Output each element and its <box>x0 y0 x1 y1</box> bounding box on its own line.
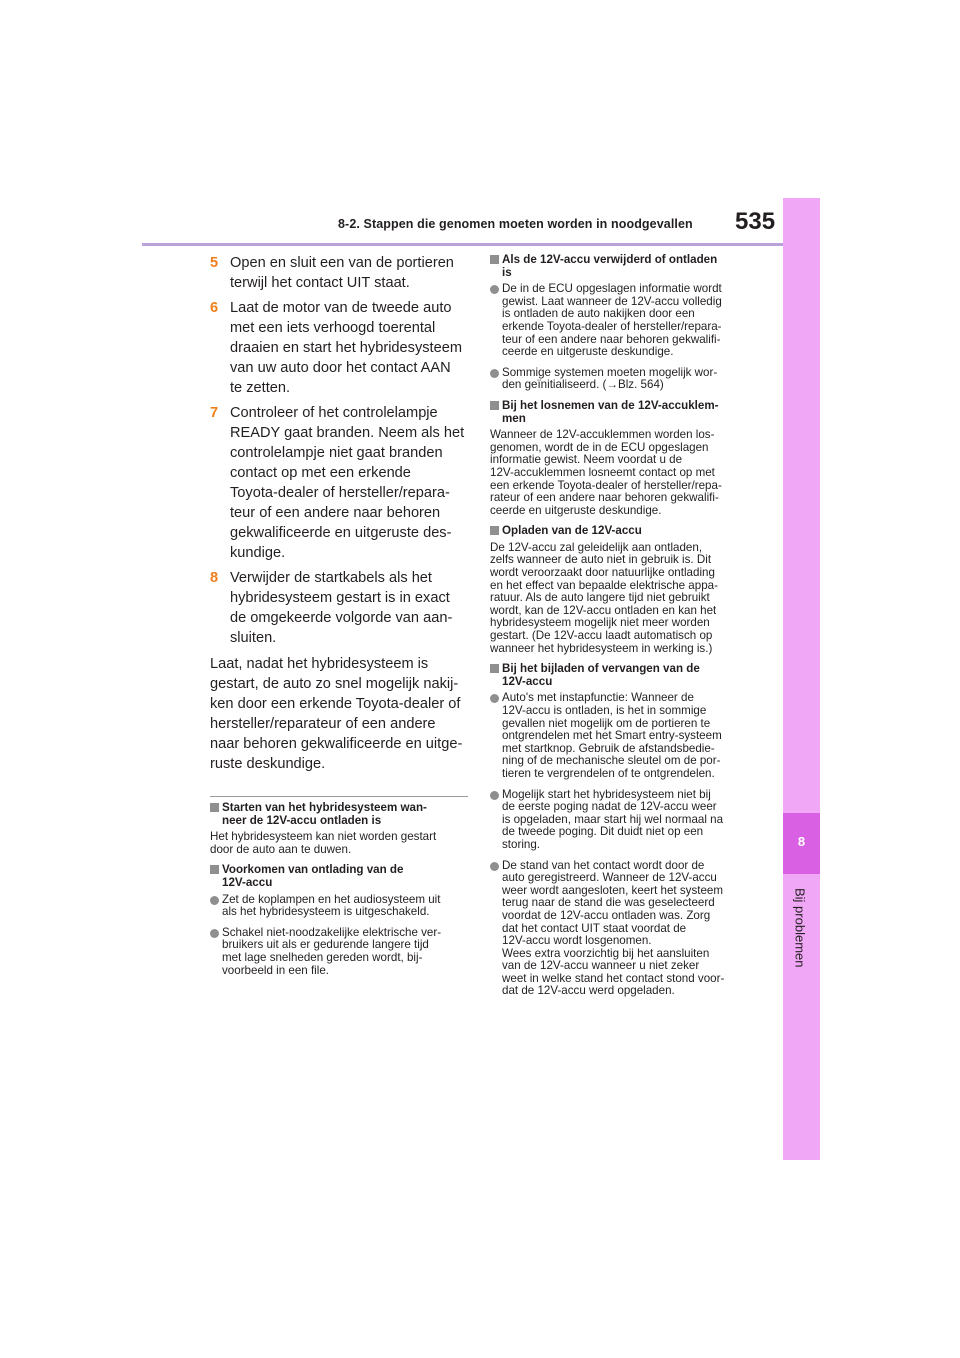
square-bullet-icon <box>210 803 219 812</box>
square-bullet-icon <box>490 255 499 264</box>
step-line: hybridesysteem gestart is in exact <box>230 590 450 606</box>
circle-bullet-icon <box>490 285 499 294</box>
step-8 <box>210 568 468 648</box>
step-line: met een iets verhoogd toerental <box>230 320 436 336</box>
circle-bullet-icon <box>210 929 219 938</box>
step-line: Controleer of het controlelampje <box>230 405 438 421</box>
section-title: 8-2. Stappen die genomen moeten worden in noodgevallen <box>338 217 693 231</box>
step-5 <box>210 253 468 293</box>
step-number: 6 <box>210 300 219 316</box>
step-line: Laat de motor van de tweede auto <box>230 300 452 316</box>
step-line: gekwalificeerde en uitgeruste des- <box>230 525 452 541</box>
step-line: Open en sluit een van de portieren <box>230 255 454 271</box>
paragraph-line: ken door een erkende Toyota-dealer of <box>210 696 461 712</box>
step-line: controlelampje niet gaat branden <box>230 445 443 461</box>
left-column <box>210 253 468 985</box>
note-heading: Als de 12V-accu verwijderd of ontladen is <box>490 254 756 279</box>
step-line: van uw auto door het contact AAN <box>230 360 451 376</box>
note-bullet: De in de ECU opgeslagen informatie wordt gewist. Laat wanneer de 12V-accu volledig is ontladen de auto nakijken door een erkende Toyota-dealer of hersteller/repara- teur of een andere naar behoren gekwalifi- ceerde en uitgeruste deskundige. <box>490 283 756 359</box>
note-text: De 12V-accu zal geleidelijk aan ontladen, zelfs wanneer de auto niet in gebruik is. Dit wordt veroorzaakt door natuurlijke ontlading en het effect van bepaalde elektrische appa- ratuur. Als de auto langere tijd niet gebruikt wordt, kan de 12V-accu ontladen en kan het hybridesysteem mogelijk niet meer worden gestart. (De 12V-accu laadt automatisch op wanneer het hybridesysteem in werking is.) <box>490 540 718 655</box>
step-7 <box>210 403 468 563</box>
body-paragraph <box>210 654 468 774</box>
step-line: te zetten. <box>230 380 291 396</box>
step-number: 8 <box>210 570 219 586</box>
step-line: teur of een andere naar behoren <box>230 505 441 521</box>
step-line: Toyota-dealer of hersteller/repara- <box>230 485 450 501</box>
header-rule <box>142 243 820 246</box>
note-bullet: De stand van het contact wordt door de auto geregistreerd. Wanneer de 12V-accu weer wordt aangesloten, keert het systeem terug naar de stand die was geselecteerd voordat de 12V-accu ontladen was. Zorg dat het contact UIT staat voordat de 12V-accu wordt losgenomen. Wees extra voorzichtig bij het aansluiten van de 12V-accu wanneer u niet zeker weet in welke stand het contact stond voor- dat de 12V-accu werd opgeladen. <box>490 860 756 999</box>
chapter-side-tab <box>783 198 820 1160</box>
paragraph-line: gestart, de auto zo snel mogelijk nakij- <box>210 676 459 692</box>
step-line: draaien en start het hybridesysteem <box>230 340 463 356</box>
step-line: terwijl het contact UIT staat. <box>230 275 410 291</box>
circle-bullet-icon <box>490 862 499 871</box>
chapter-title: Bij problemen <box>792 888 808 968</box>
note-heading: Opladen van de 12V-accu <box>490 525 756 538</box>
note-bullet: Sommige systemen moeten mogelijk wor- den geïnitialiseerd. (→Blz. 564) <box>490 367 756 392</box>
step-line: sluiten. <box>230 630 277 646</box>
note-bullet: Schakel niet-noodzakelijke elektrische ver- bruikers uit als er gedurende langere tijd met lage snelheden gereden wordt, bij- voorbeeld in een file. <box>210 927 468 977</box>
note-text: Het hybridesysteem kan niet worden gestart door de auto aan te duwen. <box>210 830 437 856</box>
circle-bullet-icon <box>490 694 499 703</box>
square-bullet-icon <box>490 401 499 410</box>
circle-bullet-icon <box>490 791 499 800</box>
note-bullet: Mogelijk start het hybridesysteem niet bij de eerste poging nadat de 12V-accu weer is opgeladen, maar start hij wel normaal na de tweede poging. Dit duidt niet op een storing. <box>490 789 756 852</box>
step-line: READY gaat branden. Neem als het <box>230 425 465 441</box>
circle-bullet-icon <box>210 896 219 905</box>
note-text: Wanneer de 12V-accuklemmen worden los- genomen, wordt de in de ECU opgeslagen informatie gewist. Neem voordat u de 12V-accuklemmen losneemt contact op met een erkende Toyota-dealer of hersteller/repa- rateur of een andere naar behoren gekwalifi- ceerde en uitgeruste deskundige. <box>490 428 722 517</box>
paragraph-line: Laat, nadat het hybridesysteem is <box>210 656 429 672</box>
step-line: contact op met een erkende <box>230 465 411 481</box>
step-line: de omgekeerde volgorde van aan- <box>230 610 453 626</box>
note-heading: Starten van het hybridesysteem wan- neer de 12V-accu ontladen is <box>210 802 468 827</box>
step-number: 5 <box>210 255 219 271</box>
step-6 <box>210 298 468 398</box>
note-bullet: Zet de koplampen en het audiosysteem uit als het hybridesysteem is uitgeschakeld. <box>210 894 468 919</box>
square-bullet-icon <box>490 664 499 673</box>
right-column <box>490 254 756 1006</box>
circle-bullet-icon <box>490 369 499 378</box>
chapter-number: 8 <box>797 834 806 849</box>
square-bullet-icon <box>490 526 499 535</box>
paragraph-line: hersteller/reparateur of een andere <box>210 716 436 732</box>
step-line: Verwijder de startkabels als het <box>230 570 432 586</box>
paragraph-line: naar behoren gekwalificeerde en uitge- <box>210 736 463 752</box>
step-number: 7 <box>210 405 219 421</box>
step-line: kundige. <box>230 545 286 561</box>
note-heading: Bij het losnemen van de 12V-accuklem- men <box>490 400 756 425</box>
paragraph-line: ruste deskundige. <box>210 756 326 772</box>
page-number: 535 <box>735 208 776 235</box>
note-heading: Bij het bijladen of vervangen van de 12V-accu <box>490 663 756 688</box>
section-divider <box>210 796 468 797</box>
note-bullet: Auto's met instapfunctie: Wanneer de 12V-accu is ontladen, is het in sommige gevallen niet mogelijk om de portieren te ontgrendelen met het Smart entry-systeem met startknop. Gebruik de afstandsbedie- ning of de mechanische sleutel om de por- tieren te vergrendelen of te ontgrendelen. <box>490 692 756 780</box>
square-bullet-icon <box>210 865 219 874</box>
note-heading: Voorkomen van ontlading van de 12V-accu <box>210 864 468 889</box>
